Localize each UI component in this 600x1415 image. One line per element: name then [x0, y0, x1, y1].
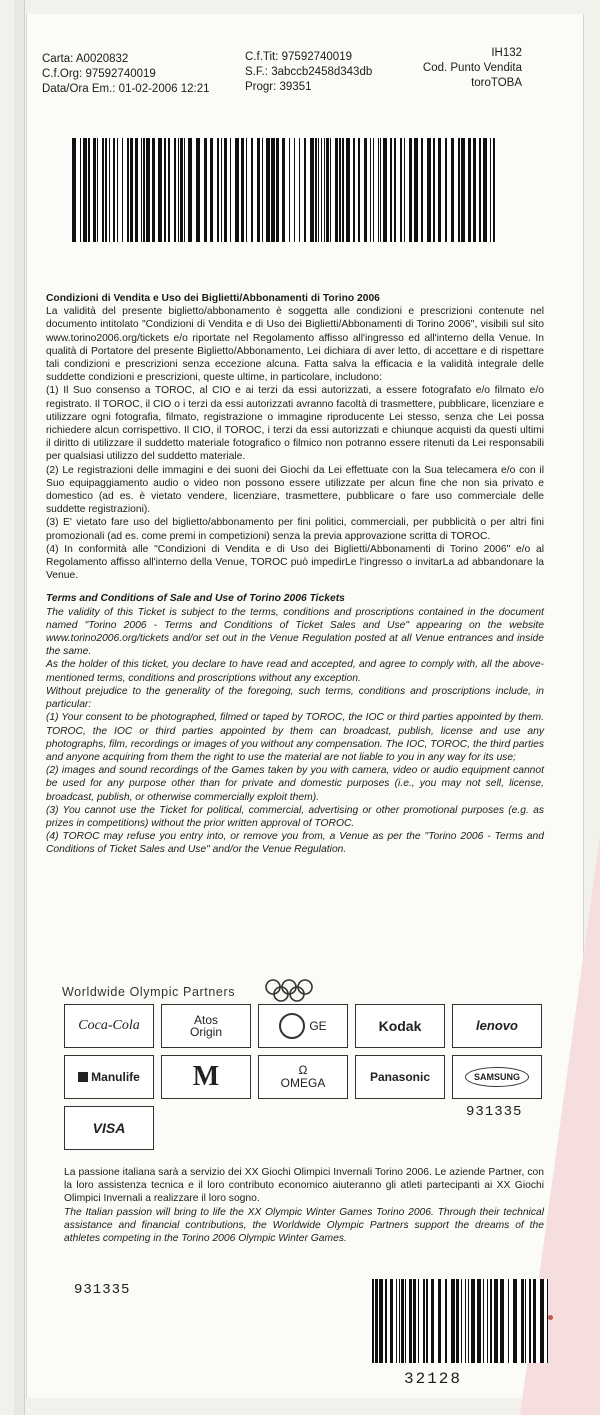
ticket-stub-edge	[14, 0, 25, 1415]
terms-en-item: (1) Your consent to be photographed, filmed or taped by TOROC, the IOC or third parties appointed by them. TOROC, the IOC or third parties appointed by them can broadcast, publish, license and use any photographs, film, recordings or images of you without any compensation. The IOC, TOROC, the third parties and anyone acquiring from them the right to use the material are not liable to you in any way for its use;	[46, 712, 544, 763]
terms-en-heading: Terms and Conditions of Sale and Use of Torino 2006 Tickets	[46, 593, 345, 605]
terms-it-item: (1) Il Suo consenso a TOROC, al CIO e ai terzi da essi autorizzati, a essere fotografato e/o filmato e/o registrato. Il TOROC, il CIO o i terzi da essi autorizzati avranno facoltà di trasmettere, pubblicare, licenziare e utilizzare ogni fotografia, filmato, registrazione o immagine riproducente Lei stesso, senza che Lei possa richiedere alcun corrispettivo. Il CIO, il TOROC, i terzi da essi autorizzati e chiunque acquisti da questi ultimi il diritto di utilizzare il suddetto materiale fotografico o filmico non potranno essere ritenuti da Lei responsabili per qualsiasi utilizzo del suddetto materiale.	[46, 385, 544, 463]
coca-cola-logo: Coca-Cola	[64, 1004, 154, 1048]
terms-en-prejudice: Without prejudice to the generality of the foregoing, such terms, conditions and proscriptions include, in particular:	[46, 685, 544, 711]
partners-code: 931335	[466, 1104, 523, 1120]
fiscal-seal: S.F.: 3abccb2458d343db	[245, 66, 373, 78]
kodak-logo: Kodak	[355, 1004, 445, 1048]
terms-en-item: (2) images and sound recordings of the Games taken by you with camera, video or audio equipment cannot be used for any purpose other than for private and domestic purposes (i.e., you may not sell, license, broadcast, publish, or otherwise commercially exploit them).	[46, 765, 544, 803]
stub-barcode	[372, 1279, 548, 1363]
terms-en-holder: As the holder of this ticket, you declare to have read and accepted, and agree to comply with, all the above-mentioned terms, conditions and proscriptions without any exception.	[46, 659, 544, 684]
samsung-logo: SAMSUNG	[452, 1055, 542, 1099]
sales-point-code: toroTOBA	[471, 77, 522, 89]
org-tax-code: C.f.Org: 97592740019	[42, 68, 156, 80]
card-number: Carta: A0020832	[42, 53, 129, 65]
stub-code: 931335	[74, 1282, 131, 1298]
lenovo-logo: lenovo	[452, 1004, 542, 1048]
visa-logo: VISA	[64, 1106, 154, 1150]
terms-en-intro: The validity of this Ticket is subject to the terms, conditions and proscriptions contained in the document named "Torino 2006 - Terms and Conditions of Ticket Sales and Use" appearing on the website www.torino2006.org/tickets and/or set out in the Venue Regulation posted at all Venue entrances and inside the same.	[46, 606, 544, 658]
atos-origin-logo: Atos Origin	[161, 1004, 251, 1048]
header-right	[398, 46, 522, 91]
header-middle	[245, 50, 372, 95]
ge-logo: GE	[258, 1004, 348, 1048]
terms-it-item: (3) E' vietato fare uso del biglietto/abbonamento per fini politici, commerciali, per pubblicità o per altri fini promozionali (ad es. come premi in competizioni) senza la previa approvazione scritta di TOROC.	[46, 517, 544, 542]
header-left	[42, 52, 210, 97]
barcode-bar	[547, 1279, 548, 1363]
partner-logos-grid	[64, 1004, 542, 1150]
manulife-logo: Manulife	[64, 1055, 154, 1099]
passion-it: La passione italiana sarà a servizio dei XX Giochi Olimpici Invernali Torino 2006. Le aziende Partner, con la loro assistenza tecnica e il loro contributo economico aiuteranno gli atleti partecipanti ai XX Giochi Olimpici Invernali a realizzare il loro sogno.	[64, 1167, 544, 1205]
partners-title: Worldwide Olympic Partners	[62, 985, 236, 999]
terms-and-conditions	[46, 292, 544, 857]
partners-message	[64, 1166, 544, 1245]
perforation-mark	[548, 1315, 553, 1320]
mcdonalds-logo: M	[161, 1055, 251, 1099]
terms-en-item: (4) TOROC may refuse you entry into, or remove you from, a Venue as per the "Torino 2006 - Terms and Conditions of Ticket Sales and Use" and/or the Venue Regulation.	[46, 831, 544, 856]
progressive-number: Progr: 39351	[245, 81, 312, 93]
sales-point-label: Cod. Punto Vendita	[422, 62, 522, 74]
terms-en-item: (3) You cannot use the Ticket for political, commercial, advertising or other promotional purposes (e.g. as prizes in competitions) without the prior written approval of TOROC.	[46, 804, 544, 829]
barcode-number: 32128	[404, 1370, 463, 1388]
holder-tax-code: C.f.Tit: 97592740019	[245, 51, 352, 63]
issue-datetime: Data/Ora Em.: 01-02-2006 12:21	[42, 83, 210, 95]
ticket-barcode	[72, 138, 496, 242]
terms-it-heading: Condizioni di Vendita e Uso dei Biglietti/Abbonamenti di Torino 2006	[46, 293, 380, 304]
omega-logo: Ω OMEGA	[258, 1055, 348, 1099]
terms-it-item: (2) Le registrazioni delle immagini e dei suoni dei Giochi da Lei effettuate con la Sua telecamera e/o con il Suo equipaggiamento audio o video non possono essere utilizzate per alcun fine che non sia privato e domestico (ad es. è vietato vendere, licenziare, trasmettere, pubblicare o fare uso commerciale delle suddette registrazioni).	[46, 464, 544, 516]
terms-it-intro: La validità del presente biglietto/abbonamento è soggetta alle condizioni e prescrizioni contenute nel documento intitolato "Condizioni di Vendita e di Uso dei Biglietti/Abbonamenti di Torino 2006", visibili sul sito www.torino2006.org/tickets e/o riportate nel Regolamento affisso all'ingresso ed all'interno della Venue. In qualità di Portatore del presente Biglietto/Abbonamento, Lei dichiara di aver letto, di accettare e di rispettare tali condizioni e prescrizioni senza eccezione alcuna. Fatta salva la efficacia e la validità integrale delle suddette condizioni e prescrizioni, queste ultime, in particolare, includono:	[46, 306, 544, 384]
panasonic-logo: Panasonic	[355, 1055, 445, 1099]
passion-en: The Italian passion will bring to life the XX Olympic Winter Games Torino 2006. Through their technical assistance and financial contributions, the Worldwide Olympic Partners support the dreams of the athletes competing in the Torino 2006 Olympic Winter Games.	[64, 1206, 544, 1245]
sales-point-id: IH132	[491, 47, 522, 59]
terms-it-item: (4) In conformità alle "Condizioni di Vendita e di Uso dei Biglietti/Abbonamenti di Torino 2006" e/o al Regolamento affisso all'interno della Venue, TOROC può impedirLe l'ingresso o invitarLa ad abbandonare la Venue.	[46, 543, 544, 582]
barcode-bar	[495, 138, 496, 242]
olympic-rings-icon	[263, 978, 315, 1004]
